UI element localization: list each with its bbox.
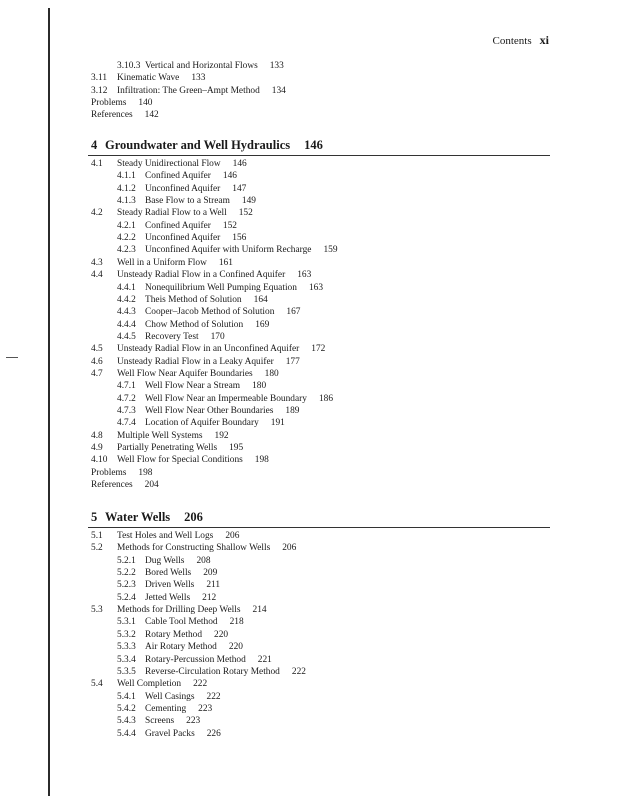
toc-entry-number: 4.1 bbox=[91, 159, 103, 169]
toc-entry-title: Jetted Wells bbox=[145, 592, 191, 603]
toc-entry-page: 170 bbox=[210, 331, 225, 342]
chapter-number: 5 bbox=[91, 510, 98, 524]
toc-entry-page: 134 bbox=[271, 85, 286, 96]
toc-entry-text bbox=[117, 87, 286, 96]
toc-entry-page: 206 bbox=[282, 543, 297, 554]
toc-entry-title: Cooper–Jacob Method of Solution bbox=[145, 307, 275, 318]
toc-entry-page: 146 bbox=[222, 171, 237, 182]
toc-entry-text bbox=[117, 74, 205, 83]
toc-entry-page: 209 bbox=[203, 568, 218, 579]
toc-entry-page: 206 bbox=[225, 531, 240, 541]
toc-entry-number: 5.3.3 bbox=[117, 642, 136, 653]
toc-entry-text bbox=[145, 407, 299, 416]
toc-entry-title: Unsteady Radial Flow in a Leaky Aquifer bbox=[117, 356, 274, 367]
toc-entry-page: 146 bbox=[232, 159, 247, 169]
toc-entry-text bbox=[117, 358, 300, 367]
toc-entry-title: Unconfined Aquifer bbox=[145, 233, 221, 244]
toc-entry-title: References bbox=[91, 480, 133, 491]
toc-entry-number: 5.3.1 bbox=[117, 617, 136, 628]
toc-entry-text bbox=[145, 631, 228, 640]
toc-entry-title: Well Flow Near an Impermeable Boundary bbox=[145, 393, 307, 404]
toc-entry-number: 5.2.4 bbox=[117, 592, 136, 603]
toc-entry-number: 4.2.1 bbox=[117, 220, 136, 231]
toc-entry-title: Theis Method of Solution bbox=[145, 294, 242, 305]
toc-entry-text bbox=[145, 717, 200, 726]
toc-entry-page: 220 bbox=[228, 642, 243, 653]
toc-entry-title: Well in a Uniform Flow bbox=[117, 257, 207, 268]
toc-entry-text bbox=[117, 345, 325, 354]
toc-entry-page: 198 bbox=[138, 467, 153, 478]
running-head-label: Contents bbox=[492, 35, 532, 47]
toc-entry-text bbox=[117, 532, 239, 541]
toc-entry-text bbox=[145, 296, 268, 305]
toc-entry-title: Gravel Packs bbox=[145, 728, 195, 739]
toc-entry-title: Kinematic Wave bbox=[117, 73, 180, 84]
toc-entry-text bbox=[145, 557, 211, 566]
chapter-page: 146 bbox=[304, 138, 323, 152]
toc-entry-page: 214 bbox=[252, 605, 267, 616]
toc-entry-number: 4.4.1 bbox=[117, 282, 136, 293]
toc-entry-page: 195 bbox=[229, 443, 244, 454]
toc-entry-number: 5.4.4 bbox=[117, 728, 136, 739]
toc-entry-number: 4.5 bbox=[91, 344, 103, 355]
toc-entry-text bbox=[145, 395, 333, 404]
toc-entry-page: 156 bbox=[232, 233, 247, 244]
toc-entry-number: 4.4.2 bbox=[117, 294, 136, 305]
toc-entry-number: 4.4.3 bbox=[117, 307, 136, 318]
toc-entry-page: 177 bbox=[285, 356, 300, 367]
toc-entry-number: 4.7.3 bbox=[117, 406, 136, 416]
running-head-page-number: xi bbox=[539, 33, 549, 47]
toc-entry-page: 159 bbox=[323, 245, 338, 256]
toc-entry-text bbox=[117, 680, 207, 689]
toc-entry-title: Test Holes and Well Logs bbox=[117, 531, 214, 541]
toc-entry-text bbox=[117, 456, 269, 465]
toc-entry-title: Steady Unidirectional Flow bbox=[117, 159, 221, 169]
toc-entry-page: 163 bbox=[308, 282, 323, 293]
toc-entry-title: Confined Aquifer bbox=[145, 171, 211, 182]
toc-entry-number: 4.1.1 bbox=[117, 171, 136, 182]
toc-entry-number: 3.10.3 bbox=[117, 61, 141, 71]
toc-entry-page: 191 bbox=[270, 418, 285, 429]
toc-entry-number: 4.7 bbox=[91, 368, 103, 379]
toc-entry-text bbox=[145, 668, 306, 677]
toc-entry-page: 142 bbox=[144, 110, 159, 121]
toc-entry-number: 3.12 bbox=[91, 85, 108, 96]
toc-entry-number: 4.4.4 bbox=[117, 319, 136, 330]
toc-entry-number: 4.1.3 bbox=[117, 196, 136, 207]
toc-entry-title: Driven Wells bbox=[145, 580, 195, 591]
toc-entry-text bbox=[117, 444, 243, 453]
toc-entry-text bbox=[145, 321, 269, 330]
toc-entry-text bbox=[117, 544, 296, 553]
toc-entry-number: 4.3 bbox=[91, 257, 103, 268]
toc-entry-text bbox=[145, 382, 266, 391]
toc-entry-number: 4.7.4 bbox=[117, 418, 136, 429]
toc-entry-number: 4.1.2 bbox=[117, 183, 136, 194]
toc-entry-text bbox=[145, 222, 237, 231]
toc-entry-number: 4.2.2 bbox=[117, 233, 136, 244]
toc-entry-title: Problems bbox=[91, 98, 127, 109]
toc-entry-title: Well Casings bbox=[145, 691, 195, 702]
toc-entry-text bbox=[145, 62, 284, 71]
toc-entry-page: 223 bbox=[186, 716, 201, 727]
toc-entry-number: 4.4 bbox=[91, 270, 103, 281]
chapter-heading[interactable] bbox=[91, 138, 323, 153]
toc-entry-page: 161 bbox=[218, 257, 233, 268]
toc-entry-title: Partially Penetrating Wells bbox=[117, 443, 218, 454]
toc-entry-number: 4.7.2 bbox=[117, 393, 136, 404]
toc-entry-number: 5.2.2 bbox=[117, 568, 136, 579]
chapter-title: Groundwater and Well Hydraulics bbox=[105, 138, 291, 152]
toc-entry-page: 169 bbox=[255, 319, 270, 330]
toc-entry-text bbox=[145, 234, 246, 243]
toc-entry-number: 4.2 bbox=[91, 208, 103, 219]
toc-entry-text bbox=[145, 643, 243, 652]
toc-entry-number: 5.3.4 bbox=[117, 654, 136, 665]
chapter-title: Water Wells bbox=[105, 510, 171, 524]
toc-entry-number: 5.2.1 bbox=[117, 555, 136, 566]
toc-entry-title: Dug Wells bbox=[145, 555, 185, 566]
toc-entry-text bbox=[145, 594, 216, 603]
toc-entry-title: Well Completion bbox=[117, 679, 182, 690]
toc-entry-text bbox=[117, 259, 233, 268]
toc-entry-page: 133 bbox=[269, 61, 284, 71]
toc-entry-title: Vertical and Horizontal Flows bbox=[145, 61, 258, 71]
toc-entry-text bbox=[145, 730, 221, 739]
toc-entry-page: 211 bbox=[206, 580, 221, 591]
toc-entry-text bbox=[117, 209, 253, 218]
toc-entry-number: 5.3.2 bbox=[117, 629, 136, 640]
toc-entry-page: 152 bbox=[222, 220, 237, 231]
toc-entry-text bbox=[117, 606, 267, 615]
toc-entry-page: 152 bbox=[238, 208, 253, 219]
toc-entry-text bbox=[145, 581, 220, 590]
toc-entry-number: 5.4.2 bbox=[117, 703, 136, 714]
toc-entry-page: 180 bbox=[252, 381, 267, 392]
toc-entry-title: Well Flow for Special Conditions bbox=[117, 455, 243, 466]
toc-entry-title: Methods for Drilling Deep Wells bbox=[117, 605, 241, 616]
toc-entry-text bbox=[145, 172, 237, 181]
toc-entry-number: 4.10 bbox=[91, 455, 108, 466]
toc-entry-number: 4.6 bbox=[91, 356, 103, 367]
toc-entry-title: Base Flow to a Stream bbox=[145, 196, 230, 207]
toc-entry-page: 133 bbox=[191, 73, 206, 84]
toc-entry-title: Cementing bbox=[145, 703, 187, 714]
toc-entry-page: 223 bbox=[198, 703, 213, 714]
toc-entry-number: 4.9 bbox=[91, 443, 103, 454]
chapter-rule bbox=[88, 155, 550, 156]
toc-entry-page: 149 bbox=[241, 196, 256, 207]
toc-entry-title: Air Rotary Method bbox=[145, 642, 217, 653]
toc-entry-title: Reverse-Circulation Rotary Method bbox=[145, 666, 280, 677]
toc-entry-title: Cable Tool Method bbox=[145, 617, 218, 628]
toc-entry-page: 192 bbox=[214, 430, 229, 441]
toc-entry-page: 204 bbox=[144, 480, 159, 491]
toc-entry-number: 4.7.1 bbox=[117, 381, 136, 392]
toc-entry-text bbox=[145, 284, 323, 293]
toc-entry-text bbox=[145, 705, 212, 714]
toc-entry-title: Nonequilibrium Well Pumping Equation bbox=[145, 282, 297, 293]
toc-entry-title: Multiple Well Systems bbox=[117, 430, 203, 441]
toc-entry-page: 212 bbox=[202, 592, 217, 603]
toc-entry-number: 5.4.3 bbox=[117, 716, 136, 727]
toc-entry-text bbox=[117, 271, 311, 280]
toc-entry-page: 222 bbox=[193, 679, 208, 690]
toc-entry-title: Steady Radial Flow to a Well bbox=[117, 208, 227, 219]
toc-entry-title: Rotary-Percussion Method bbox=[145, 654, 246, 665]
toc-entry-text bbox=[145, 569, 217, 578]
toc-entry-number: 5.3 bbox=[91, 605, 103, 616]
toc-entry-title: Well Flow Near a Stream bbox=[145, 381, 241, 392]
chapter-heading[interactable] bbox=[91, 510, 203, 525]
toc-entry-page: 222 bbox=[206, 691, 221, 702]
toc-entry-title: Unsteady Radial Flow in an Unconfined Aquifer bbox=[117, 344, 300, 355]
toc-entry-text bbox=[145, 419, 285, 428]
toc-entry-page: 221 bbox=[257, 654, 272, 665]
toc-entry-title: Chow Method of Solution bbox=[145, 319, 244, 330]
toc-entry-text bbox=[145, 333, 225, 342]
toc-entry-number: 5.3.5 bbox=[117, 666, 136, 677]
toc-entry-text bbox=[91, 481, 159, 490]
toc-entry-title: Bored Wells bbox=[145, 568, 192, 579]
toc-entry-text bbox=[145, 185, 246, 194]
toc-entry-page: 218 bbox=[229, 617, 244, 628]
toc-entry-page: 220 bbox=[214, 629, 229, 640]
toc-entry-page: 147 bbox=[232, 183, 247, 194]
toc-entry-text bbox=[145, 197, 256, 206]
toc-entry-page: 172 bbox=[311, 344, 326, 355]
chapter-number: 4 bbox=[91, 138, 98, 152]
toc-entry-title: Infiltration: The Green–Ampt Method bbox=[117, 85, 260, 96]
toc-entry-page: 198 bbox=[254, 455, 269, 466]
toc-entry-number: 4.2.3 bbox=[117, 245, 136, 256]
toc-entry-page: 186 bbox=[318, 393, 334, 404]
toc-entry-page: 189 bbox=[285, 406, 300, 416]
toc-entry-title: Unconfined Aquifer bbox=[145, 183, 221, 194]
toc-entry-title: References bbox=[91, 110, 133, 121]
toc-entry-title: Confined Aquifer bbox=[145, 220, 211, 231]
toc-entry-text bbox=[91, 469, 152, 478]
toc-entry-page: 222 bbox=[291, 666, 306, 677]
toc-entry-title: Well Flow Near Aquifer Boundaries bbox=[117, 368, 253, 379]
toc-entry-page: 140 bbox=[138, 98, 153, 109]
toc-entry-title: Location of Aquifer Boundary bbox=[145, 418, 259, 429]
chapter-rule bbox=[88, 527, 550, 528]
toc-entry-text bbox=[117, 160, 247, 169]
toc-entry-title: Rotary Method bbox=[145, 629, 203, 640]
toc-entry-title: Recovery Test bbox=[145, 331, 199, 342]
toc-entry-number: 4.8 bbox=[91, 430, 103, 441]
toc-entry-text bbox=[117, 370, 279, 379]
toc-entry-text bbox=[145, 618, 244, 627]
toc-entry-number: 5.4 bbox=[91, 679, 103, 690]
toc-entry-number: 5.2 bbox=[91, 543, 103, 554]
toc-entry-title: Problems bbox=[91, 467, 127, 478]
toc-entry-page: 226 bbox=[206, 728, 221, 739]
toc-entry-page: 167 bbox=[286, 307, 301, 318]
toc-entry-text bbox=[145, 693, 221, 702]
toc-entry-title: Methods for Constructing Shallow Wells bbox=[117, 543, 271, 554]
toc-entry-title: Unsteady Radial Flow in a Confined Aquifer bbox=[117, 270, 286, 281]
toc-entry-page: 208 bbox=[196, 555, 211, 566]
toc-entry-text bbox=[91, 111, 159, 120]
toc-entry-text bbox=[145, 246, 338, 255]
toc-entry-number: 5.1 bbox=[91, 531, 103, 541]
toc-entry-number: 5.4.1 bbox=[117, 691, 136, 702]
toc-entry-number: 5.2.3 bbox=[117, 580, 136, 591]
toc-entry-text bbox=[117, 432, 229, 441]
toc-entry-title: Well Flow Near Other Boundaries bbox=[145, 406, 274, 416]
chapter-page: 206 bbox=[184, 510, 203, 524]
toc-entry-page: 180 bbox=[264, 368, 279, 379]
toc-entry-text bbox=[145, 656, 272, 665]
toc-entry-text bbox=[145, 308, 300, 317]
toc-entry-number: 4.4.5 bbox=[117, 331, 136, 342]
toc-entry-title: Unconfined Aquifer with Uniform Recharge bbox=[145, 245, 312, 256]
toc-entry-page: 163 bbox=[297, 270, 312, 281]
toc-entry-title: Screens bbox=[145, 716, 175, 727]
toc-entry-text bbox=[91, 99, 152, 108]
toc-entry-number: 3.11 bbox=[91, 73, 108, 84]
toc-entry-page: 164 bbox=[253, 294, 268, 305]
